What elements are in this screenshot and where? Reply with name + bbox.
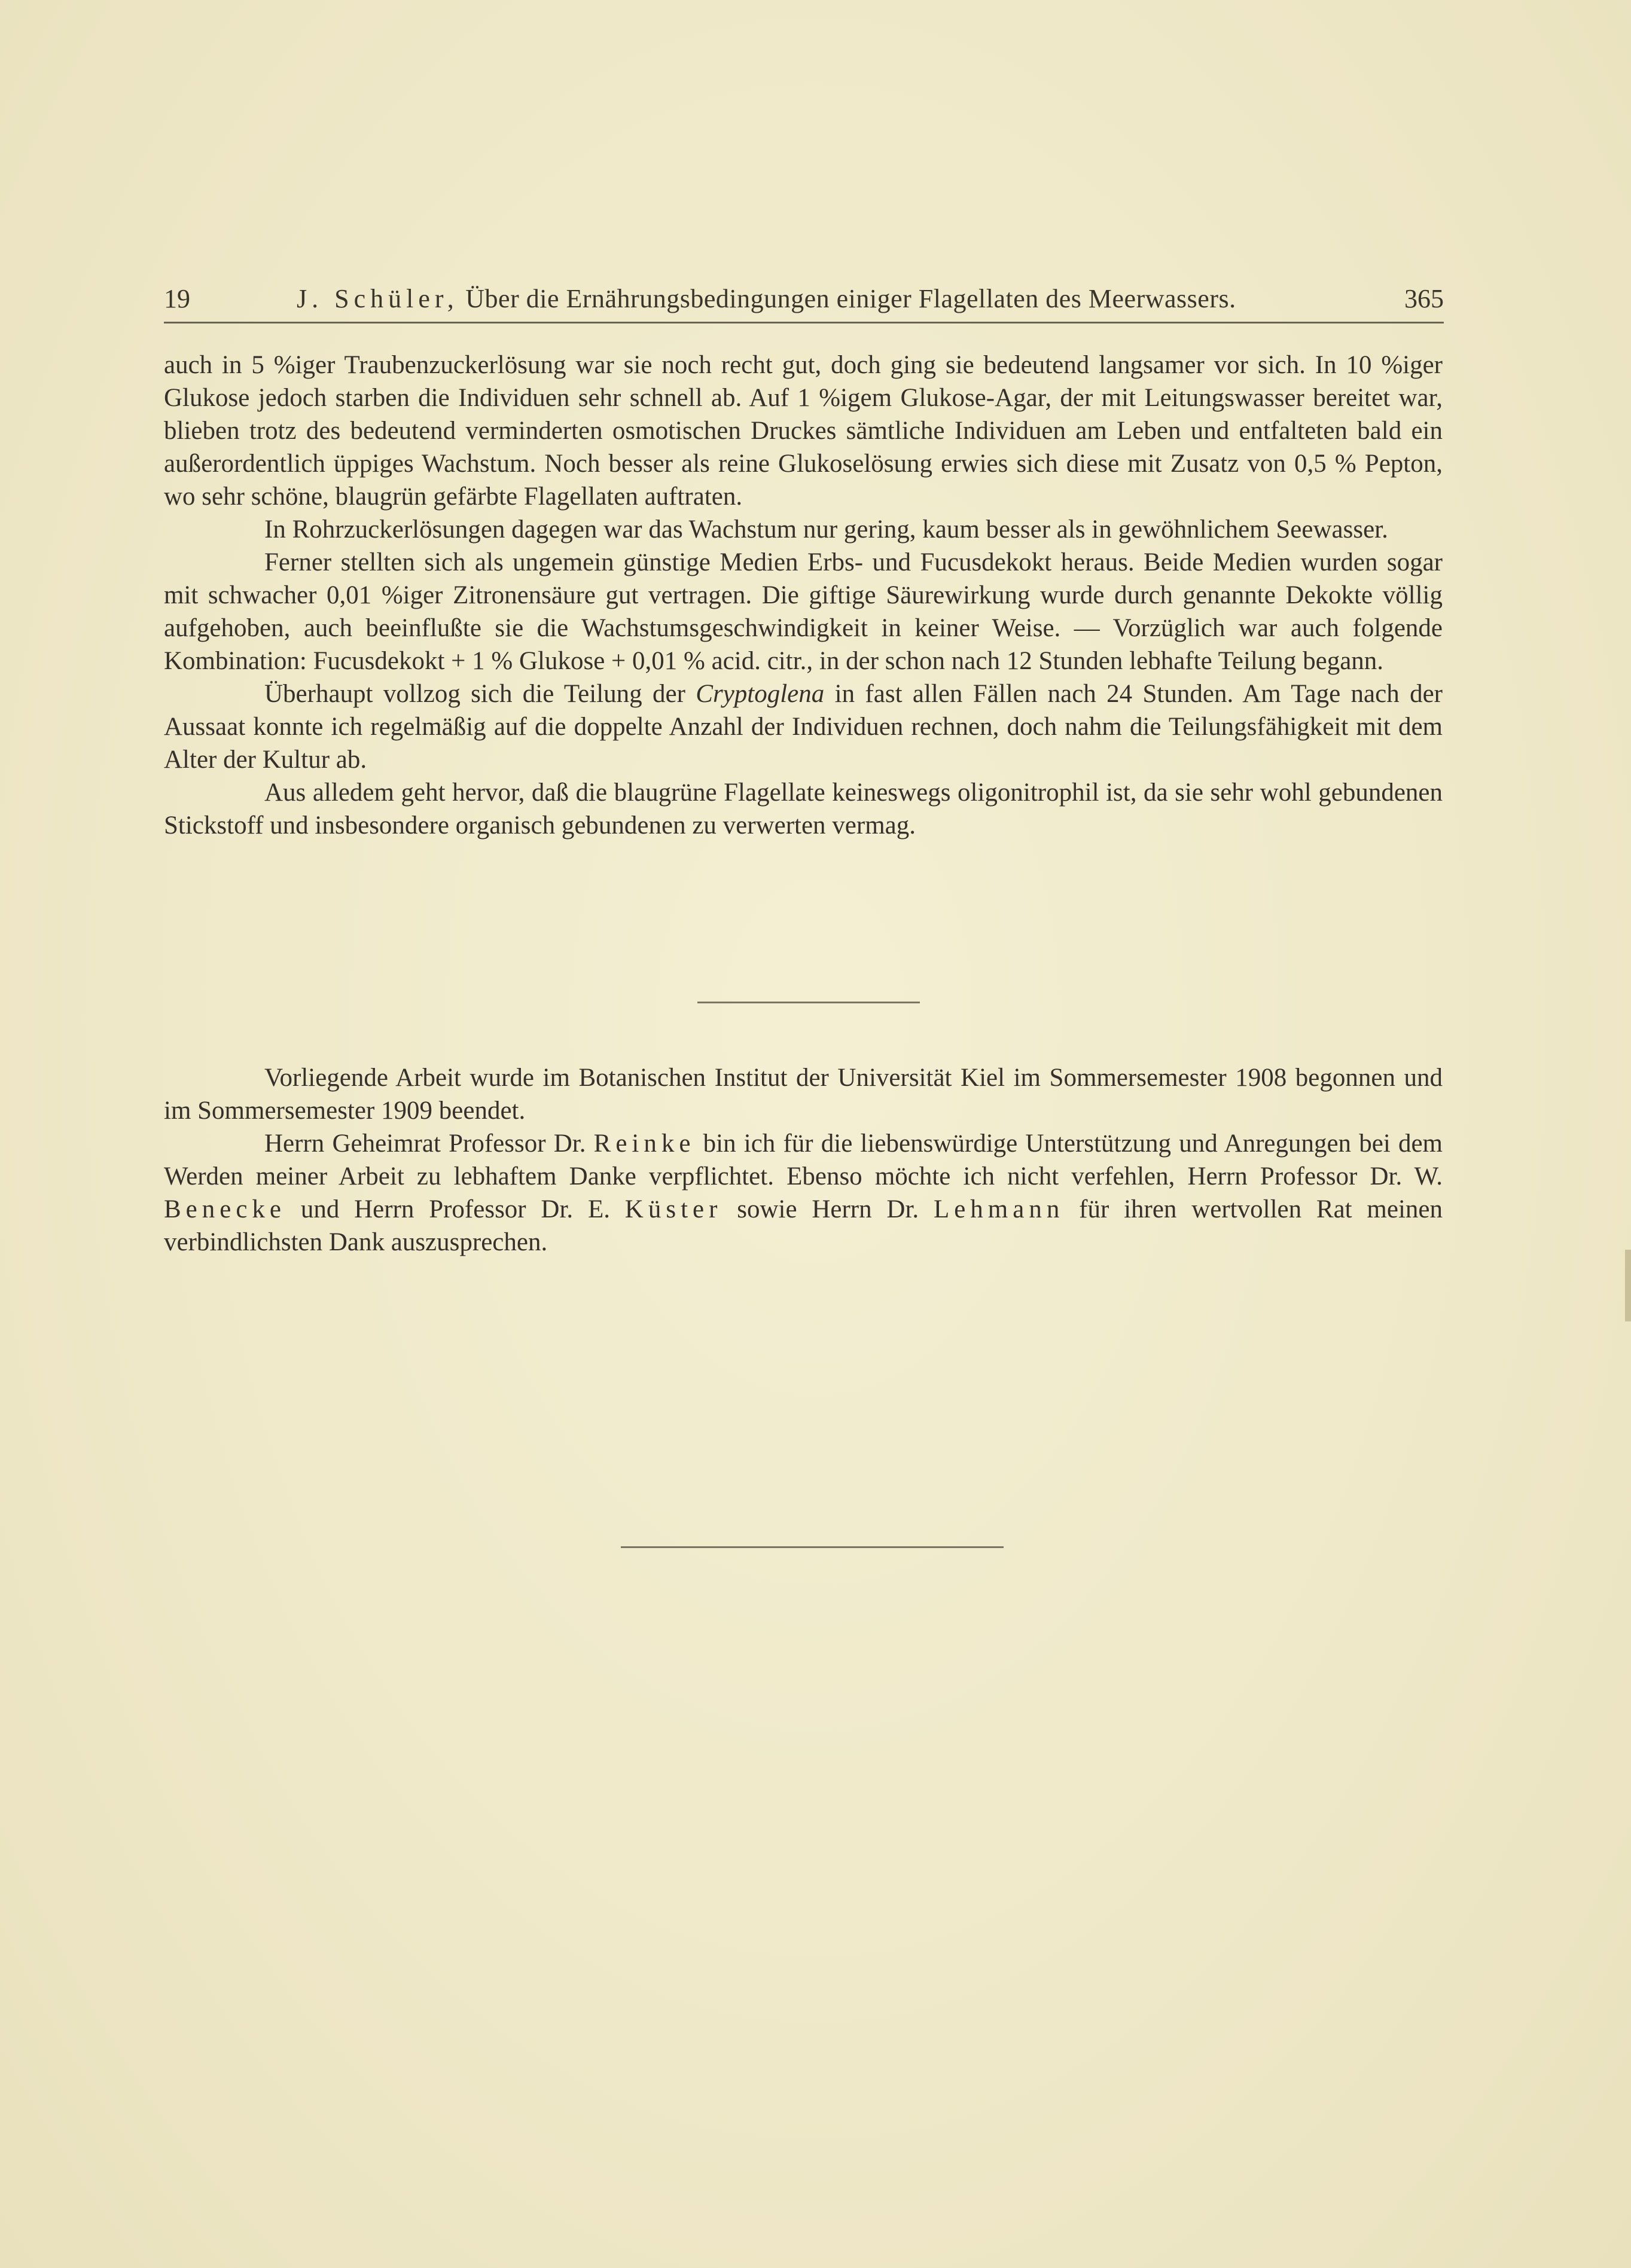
name-benecke: Benecke [164,1195,286,1223]
header-rule [164,322,1444,323]
ack-paragraph-2 [164,1127,1443,1259]
header-title-text: Über die Ernährungsbedingungen einiger Flagellaten des Meerwassers. [465,284,1236,313]
name-reinke: Reinke [593,1130,696,1158]
header-author: J. Schüler, [297,284,459,313]
page-number-left: 19 [164,284,190,313]
ack-text-d: sowie Herrn Dr. [722,1195,934,1223]
paragraph-2: In Rohrzuckerlösungen dagegen war das Wachstum nur gering, kaum besser als in gewöhnlichem Seewasser. [264,515,1388,544]
paragraph-1: auch in 5 %iger Traubenzuckerlösung war sie noch recht gut, doch ging sie bedeutend langsamer vor sich. In 10 %iger Glukose jedoch starben die Individuen sehr schnell ab. Auf 1 %igem Glukose-Agar, der mit Leitungswasser bereitet war, blieben trotz des bedeutend verminderten osmotischen Druckes sämtliche Individuen am Leben und entfalteten bald ein außerordentlich üppiges Wachstum. Noch besser als reine Glukoselösung erwies sich diese mit Zusatz von 0,5 % Pepton, wo sehr schöne, blaugrün gefärbte Flagellaten auftraten. [164,351,1443,511]
section-divider [697,1002,920,1003]
ack-paragraph-1: Vorliegende Arbeit wurde im Botanischen Institut der Universität Kiel im Sommersemester 1908 begonnen und im Sommersemester 1909 beendet. [164,1064,1443,1125]
header-title [297,281,1236,317]
name-lehmann: Lehmann [933,1195,1065,1223]
paragraph-5: Aus alledem geht hervor, daß die blaugrüne Flagellate keineswegs oligonitrophil ist, da sie sehr wohl gebundenen Stickstoff und insbesondere organisch gebundenen zu verwerten vermag. [164,779,1443,840]
page-edge-mark [1625,1250,1631,1321]
acknowledgement-text [164,1061,1443,1259]
name-kuester: Küster [624,1195,722,1223]
ack-text-b: bin ich für die liebenswürdige Unterstützung und Anregungen bei dem Werden meiner Arbeit zu lebhaftem Danke verpflichtet. Ebenso möchte ich nicht verfehlen, Herrn Professor Dr. W. [164,1130,1443,1191]
running-header [164,281,1444,323]
page-number-right: 365 [1404,284,1444,313]
paragraph-4-end: in fast allen Fällen nach 24 Stunden. Am Tage nach der Aussaat konnte ich regelmäßig auf die doppelte Anzahl der Individuen rechnen, doch nahm die Teilungsfähigkeit mit dem Alter der Kultur ab. [164,680,1443,774]
end-rule [621,1546,1004,1548]
genus-name: Cryptoglena [696,680,825,708]
ack-text-e: für ihren wertvollen Rat meinen verbindlichsten Dank auszusprechen. [164,1195,1443,1256]
paragraph-4-start: Überhaupt vollzog sich die Teilung der [264,680,696,708]
ack-text-c: und Herrn Professor Dr. E. [286,1195,625,1223]
ack-text-a: Herrn Geheimrat Professor Dr. [264,1130,594,1158]
paragraph-4 [164,677,1443,776]
paragraph-3: Ferner stellten sich als ungemein günstige Medien Erbs- und Fucusdekokt heraus. Beide Medien wurden sogar mit schwacher 0,01 %iger Zitronensäure gut vertragen. Die giftige Säurewirkung wurde durch genannte Dekokte völlig aufgehoben, auch beeinflußte sie die Wachstumsgeschwindigkeit in keiner Weise. — Vorzüglich war auch folgende Kombination: Fucusdekokt + 1 % Glukose + 0,01 % acid. citr., in der schon nach 12 Stunden lebhafte Teilung begann. [164,548,1443,675]
body-text [164,349,1443,842]
